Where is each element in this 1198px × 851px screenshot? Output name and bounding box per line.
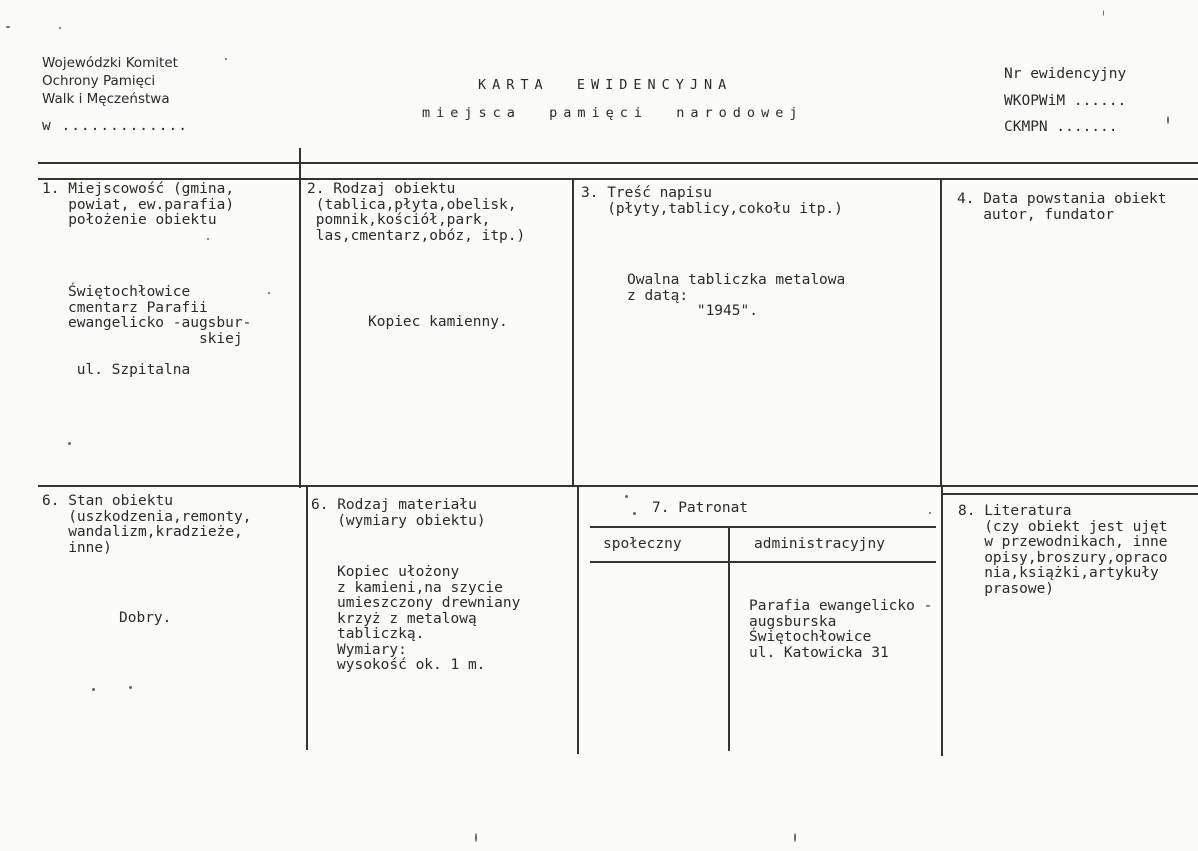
scan-speck <box>475 833 477 842</box>
grid-vline-2b <box>577 486 579 754</box>
scan-speck <box>225 58 227 60</box>
patronat-vline <box>728 527 730 751</box>
scan-speck <box>68 442 71 445</box>
scan-speck <box>929 512 931 514</box>
scan-speck <box>6 26 10 28</box>
org-line-3: Walk i Męczeństwa <box>42 91 170 107</box>
scan-speck <box>625 495 628 498</box>
patronage-admin-value: Parafia ewangelicko - augsburska Świętochłowice ul. Katowicka 31 <box>749 598 933 661</box>
grid-vline-1a <box>299 148 301 488</box>
grid-vline-1b <box>306 486 308 750</box>
field-object-type-value: Kopiec kamienny. <box>368 314 508 330</box>
grid-vline-3b <box>941 486 943 756</box>
patronage-social-label: społeczny <box>603 536 682 552</box>
registry-line-2: WKOPWiM ...... <box>1004 93 1127 109</box>
grid-middle-line <box>38 485 1198 487</box>
grid-row1-line <box>38 178 1198 180</box>
document-title: KARTA EWIDENCYJNA <box>478 77 733 93</box>
field-date-author-heading: 4. Data powstania obiekt autor, fundator <box>957 191 1167 223</box>
scan-speck <box>1167 116 1169 124</box>
field-patronage-heading: 7. Patronat <box>652 500 749 516</box>
field-location-heading: 1. Miejscowość (gmina, powiat, ew.parafia) położenie obiektu <box>42 181 235 228</box>
registry-line-3: CKMPN ....... <box>1004 119 1118 135</box>
field-material-value: Kopiec ułożony z kamieni,na szycie umieszczony drewniany krzyż z metalową tabliczką. Wymiary: wysokość ok. 1 m. <box>337 564 521 673</box>
scan-speck <box>794 833 796 842</box>
grid-lit-line <box>941 493 1198 495</box>
scan-speck <box>59 27 61 29</box>
field-inscription-value: Owalna tabliczka metalowa z datą: "1945". <box>627 272 846 319</box>
patronage-admin-label: administracyjny <box>754 536 885 552</box>
field-object-type-heading: 2. Rodzaj obiektu (tablica,płyta,obelisk, pomnik,kościół,park, las,cmentarz,obóz, itp.) <box>307 181 526 244</box>
field-inscription-heading: 3. Treść napisu (płyty,tablicy,cokołu itp.) <box>581 185 843 217</box>
grid-vline-3a <box>940 178 942 486</box>
scan-speck <box>1103 10 1104 16</box>
scan-speck <box>633 512 636 515</box>
scan-speck <box>207 238 209 240</box>
registry-line-1: Nr ewidencyjny <box>1004 66 1127 82</box>
scan-speck <box>268 292 270 294</box>
grid-vline-2a <box>572 178 574 486</box>
patronat-top-line <box>590 526 936 528</box>
document-subtitle: miejsca pamięci narodowej <box>422 105 804 121</box>
field-literature-heading: 8. Literatura (czy obiekt jest ujęt w przewodnikach, inne opisy,broszury,opraco nia,książki,artykuły prasowe) <box>958 503 1168 597</box>
scan-speck <box>92 688 95 691</box>
scan-speck <box>129 686 132 689</box>
org-line-1: Wojewódzki Komitet <box>42 55 178 71</box>
field-location-value: Świętochłowice cmentarz Parafii ewangelicko -augsbur- skiej ul. Szpitalna <box>68 284 252 378</box>
field-condition-heading: 6. Stan obiektu (uszkodzenia,remonty, wandalizm,kradzieże, inne) <box>42 493 252 556</box>
grid-top-line <box>38 162 1198 164</box>
patronat-sub-line <box>590 561 936 563</box>
field-condition-value: Dobry. <box>119 610 172 626</box>
org-line-4: w ............. <box>42 118 188 134</box>
field-material-heading: 6. Rodzaj materiału (wymiary obiektu) <box>311 497 486 529</box>
org-line-2: Ochrony Pamięci <box>42 73 156 89</box>
